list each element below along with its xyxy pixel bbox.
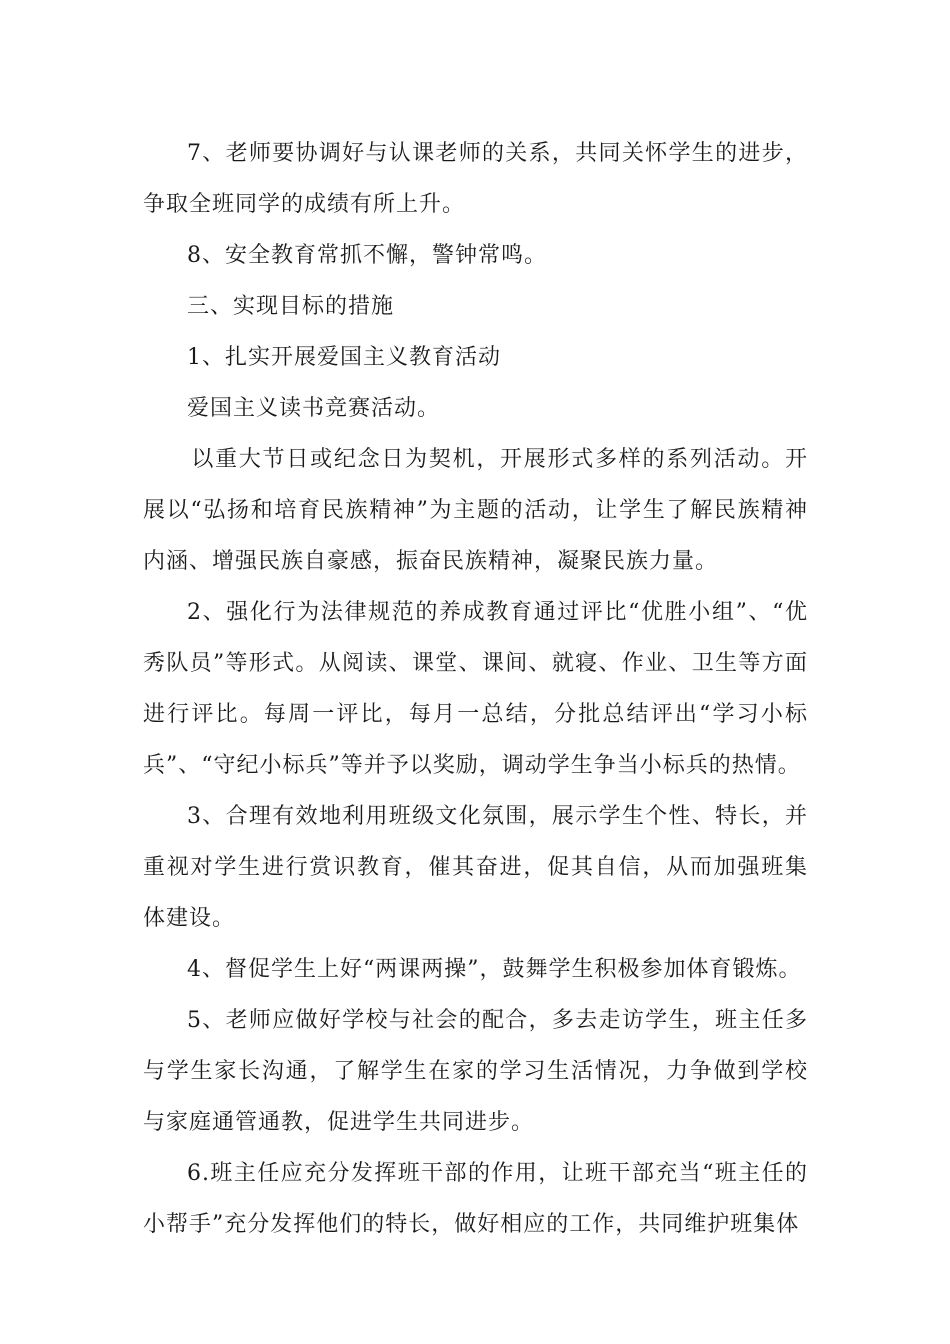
section-heading-measures: 三、实现目标的措施 xyxy=(187,294,395,319)
measure-1-heading: 1、扎实开展爱国主义教育活动 xyxy=(187,345,501,370)
measure-5: 5、老师应做好学校与社会的配合，多去走访学生，班主任多与学生家长沟通，了解学生在家的学习生活情况，力争做到学校与家庭通管通教，促进学生共同进步。 xyxy=(143,1008,808,1135)
measure-4: 4、督促学生上好“两课两操”，鼓舞学生积极参加体育锻炼。 xyxy=(187,957,802,982)
document-body xyxy=(143,128,808,1250)
paragraph-item-7: 7、老师要协调好与认课老师的关系，共同关怀学生的进步，争取全班同学的成绩有所上升。 xyxy=(143,141,808,217)
measure-3: 3、合理有效地利用班级文化氛围，展示学生个性、特长，并重视对学生进行赏识教育，催其奋进，促其自信，从而加强班集体建设。 xyxy=(143,804,808,931)
measure-2: 2、强化行为法律规范的养成教育通过评比“优胜小组”、“优秀队员”等形式。从阅读、课堂、课间、就寝、作业、卫生等方面进行评比。每周一评比，每月一总结，分批总结评出“学习小标兵”、“守纪小标兵”等并予以奖励，调动学生争当小标兵的热情。 xyxy=(143,600,808,778)
measure-6: 6.班主任应充分发挥班干部的作用，让班干部充当“班主任的小帮手”充分发挥他们的特长，做好相应的工作，共同维护班集体 xyxy=(143,1161,808,1237)
measure-1-festival-activities: 以重大节日或纪念日为契机，开展形式多样的系列活动。开展以“弘扬和培育民族精神”为主题的活动，让学生了解民族精神内涵、增强民族自豪感，振奋民族精神，凝聚民族力量。 xyxy=(143,447,808,574)
measure-1-reading-contest: 爱国主义读书竞赛活动。 xyxy=(187,396,441,421)
paragraph-item-8: 8、安全教育常抓不懈，警钟常鸣。 xyxy=(187,243,547,268)
